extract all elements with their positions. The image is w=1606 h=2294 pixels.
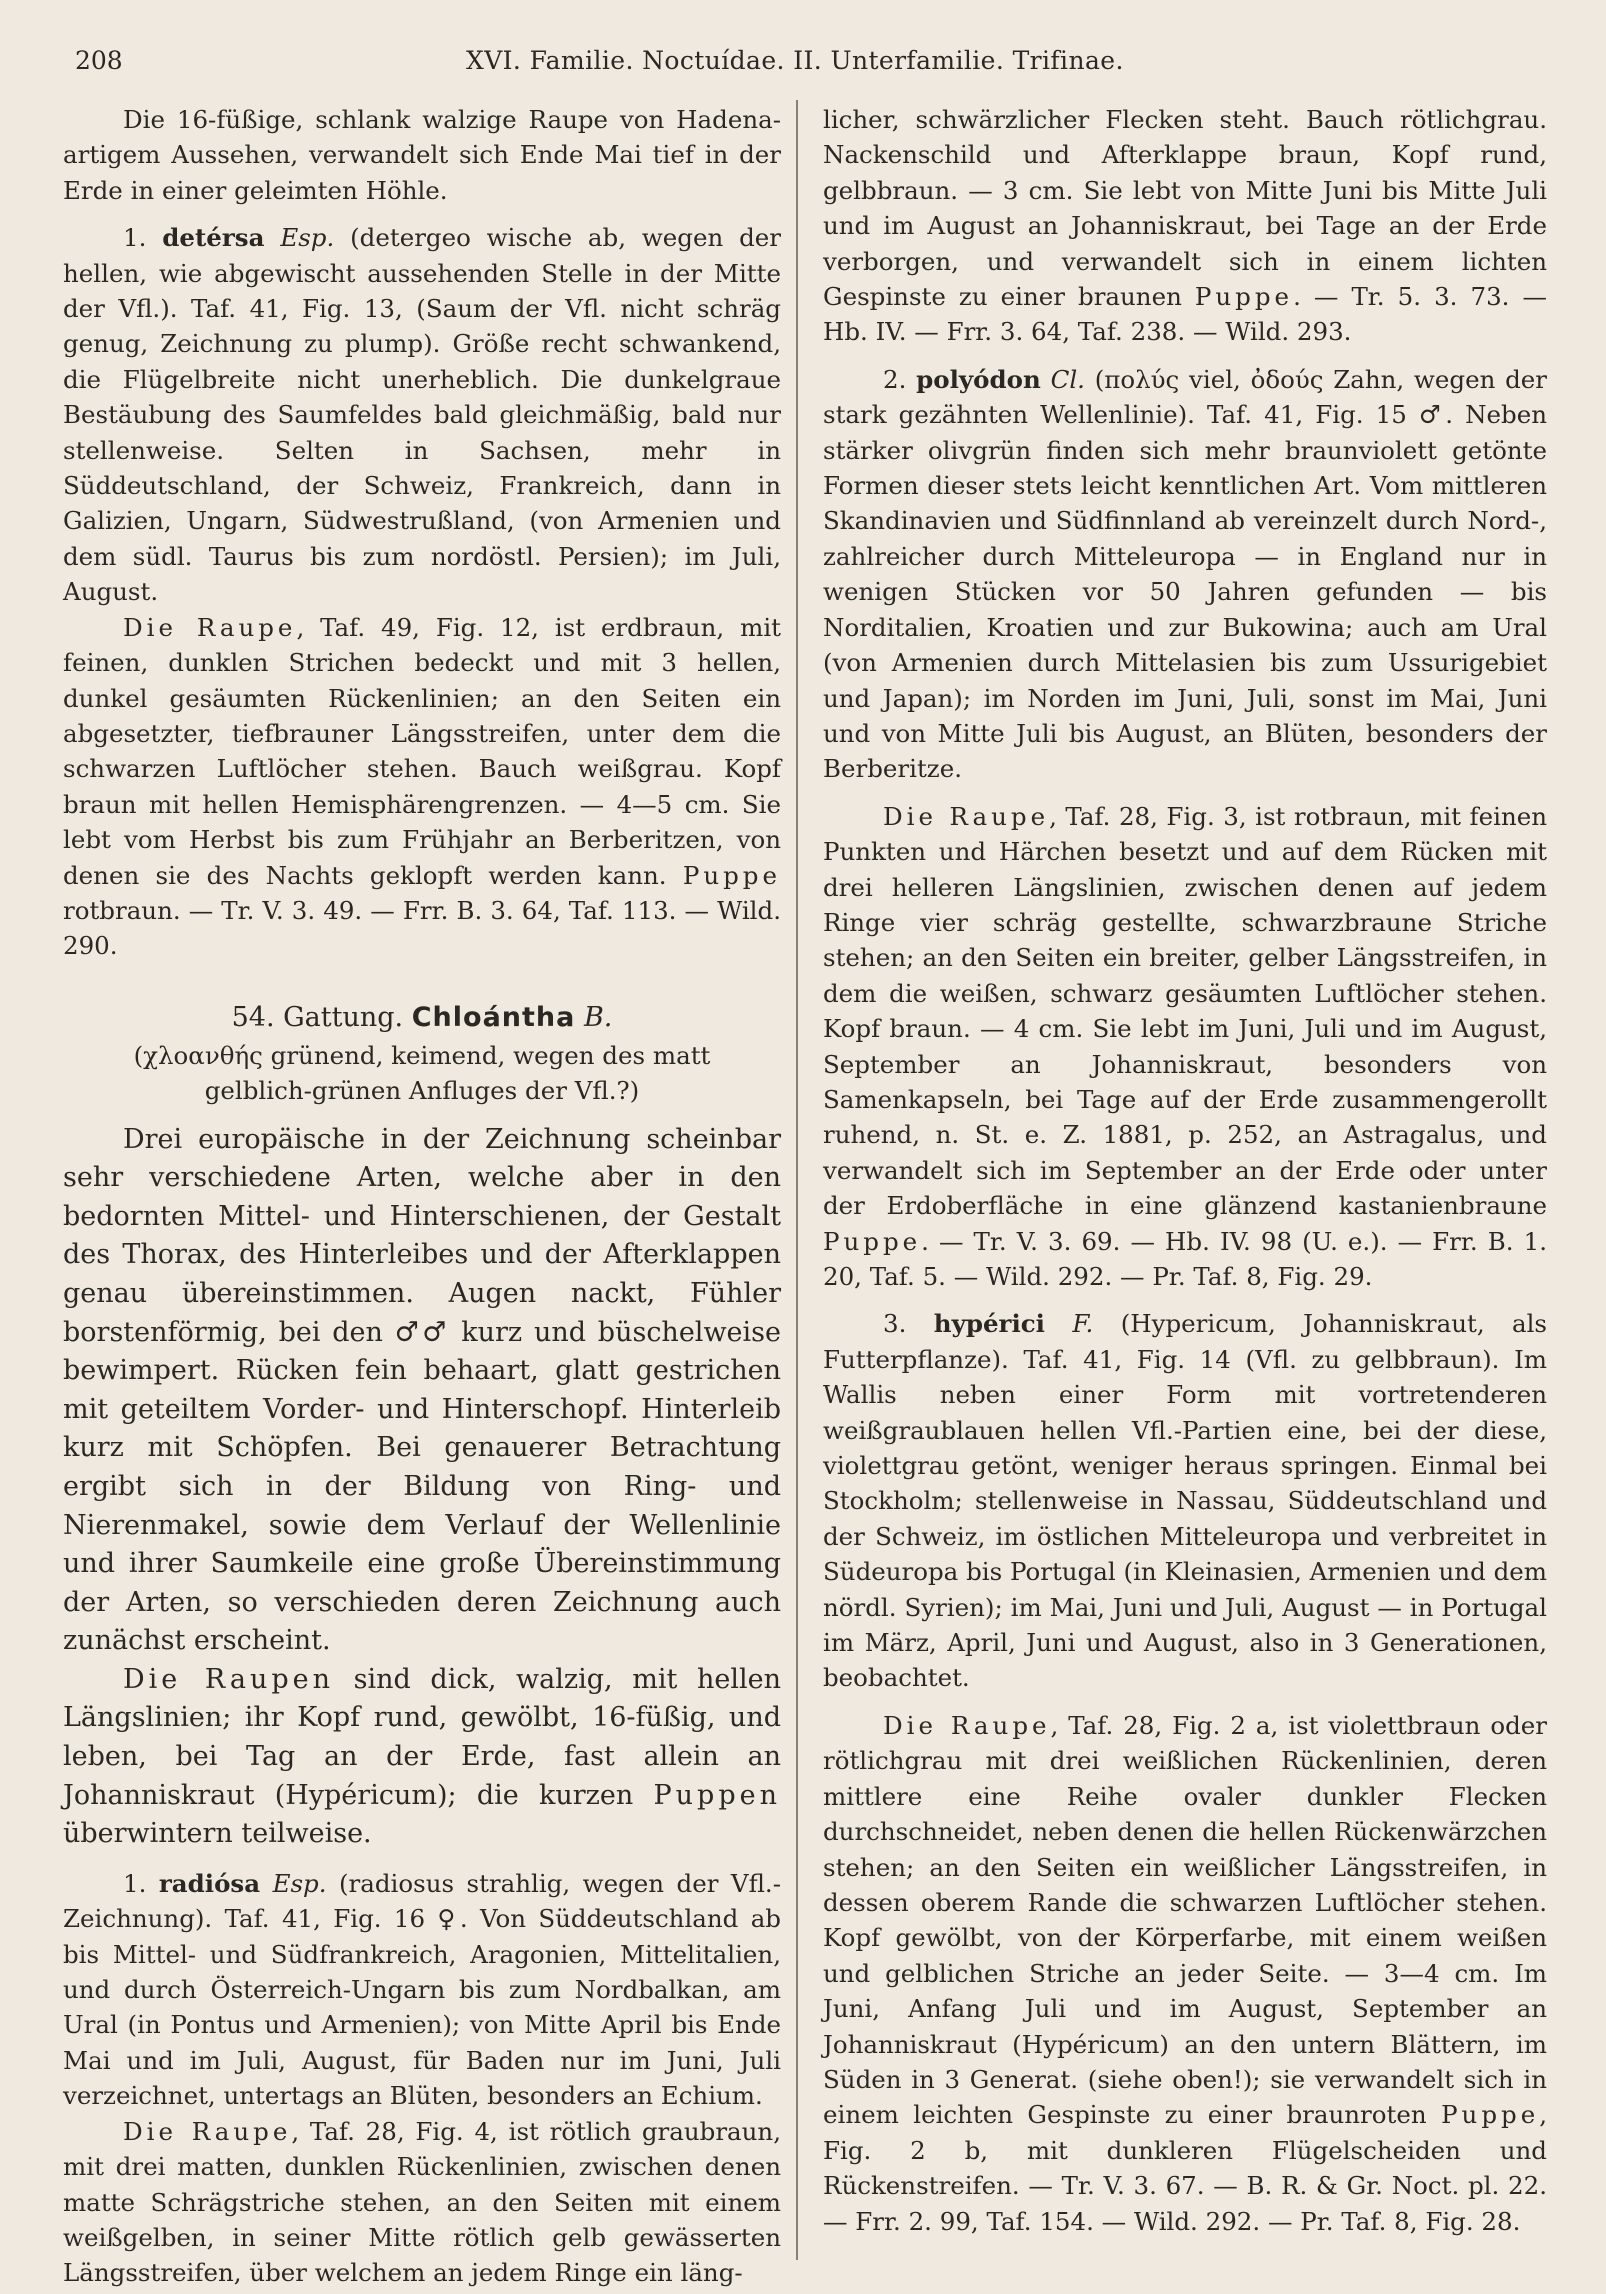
right-column	[823, 102, 1547, 2239]
raupen-label: Die Raupen	[123, 1663, 334, 1695]
continued-paragraph	[823, 102, 1547, 350]
raupe-label: Die Raupe	[123, 2116, 292, 2146]
larva-text: , Taf. 28, Fig. 4, ist rötlich graubraun, mit drei matten, dunklen Rückenlinien, zwischen denen matte Schrägstriche stehen, an den Seiten mit einem weißgelben, in seiner Mitte rötlich gelb gewässerten Längsstreifen, über welchem an jedem Ringe ein läng-	[63, 2116, 782, 2288]
species-entry-polyodon	[823, 362, 1547, 787]
pupa-refs: . — Tr. V. 3. 69. — Hb. IV. 98 (U. e.). — Frr. B. 1. 20, Taf. 5. — Wild. 292. — Pr. Taf. 8, Fig. 29.	[823, 1226, 1547, 1291]
species-number: 1.	[123, 223, 147, 253]
genus-name: Chloántha	[411, 1001, 576, 1033]
species-entry-detersa	[63, 220, 781, 609]
genus-label: 54. Gattung.	[231, 1001, 404, 1033]
genus-larvae-paragraph	[63, 1661, 781, 1854]
running-head: XVI. Familie. Noctuídae. II. Unterfamilie. Trifinae.	[466, 46, 1124, 75]
left-column	[63, 102, 781, 2291]
larva-paragraph	[823, 799, 1547, 1295]
species-number: 1.	[123, 1868, 147, 1898]
species-name: hypérici	[933, 1309, 1045, 1339]
puppe-label: Puppe	[1194, 282, 1294, 312]
pupae-text: überwintern teilweise.	[63, 1818, 372, 1850]
paragraph: Die 16-füßige, schlank walzige Raupe von Hadena-artigem Aussehen, verwandelt sich Ende Mai tief in der Erde in einer geleimten Höhle.	[63, 105, 781, 205]
genus-etymology: (χλοανθής grünend, keimend, wegen des matt gelblich-grünen Anfluges der Vfl.?)	[133, 1040, 711, 1106]
raupe-label: Die Raupe	[883, 1710, 1051, 1740]
larva-text: , Taf. 28, Fig. 2 a, ist violettbraun oder rötlichgrau mit drei weißlichen Rückenlinien, deren mittlere eine Reihe ovaler dunkler Flecken durchschneidet, neben denen die hellen Rückenwärzchen stehen; an den Seiten ein weißlicher Längsstreifen, in dessen oberem Rande die schwarzen Luftlöcher stehen. Kopf gewölbt, von der Körperfarbe, mit einem weißen und gelblichen Striche an jeder Seite. — 3—4 cm. Im Juni, Anfang Juli und im August, September an Johanniskraut (Hypéricum) an den untern Blättern, im Süden in 3 Generat. (siehe oben!); sie verwandelt sich in einem leichten Gespinste zu einer braunroten	[823, 1710, 1548, 2130]
species-name: polyódon	[916, 364, 1041, 394]
puppen-label: Puppen	[653, 1779, 781, 1811]
page-header	[75, 40, 1545, 80]
species-entry-hyperici	[823, 1306, 1547, 1695]
species-entry-radiosa	[63, 1866, 781, 2114]
raupe-label: Die Raupe	[883, 801, 1050, 831]
continued-text: licher, schwärzlicher Flecken steht. Bauch rötlichgrau. Nackenschild und Afterklappe braun, Kopf rund, gelbbraun. — 3 cm. Sie lebt von Mitte Juni bis Mitte Juli und im August an Johanniskraut, bei Tage an der Erde verborgen, und verwandelt sich in einem lichten Gespinste zu einer braunen	[823, 105, 1547, 312]
pupa-text: rotbraun. — Tr. V. 3. 49. — Frr. B. 3. 64, Taf. 113. — Wild. 290.	[63, 895, 781, 961]
genus-author: B.	[583, 1001, 613, 1033]
species-author: Cl.	[1050, 364, 1085, 394]
genus-heading	[63, 998, 781, 1038]
species-text: (πολύς viel, ὀδούς Zahn, wegen der stark gezähnten Wellenlinie). Taf. 41, Fig. 15 ♂. Neben stärker olivgrün finden sich mehr braunviolett getönte Formen dieser stets leicht kenntlichen Art. Vom mittleren Skandinavien und Südfinnland ab vereinzelt durch Nord-, zahlreicher durch Mitteleuropa — in England nur in wenigen Stücken vor 50 Jahren gefunden — bis Norditalien, Kroatien und zur Bukowina; auch am Ural (von Armenien durch Mittelasien bis zum Ussurigebiet und Japan); im Norden im Juni, Juli, sonst im Mai, Juni und von Mitte Juli bis August, an Blüten, besonders der Berberitze.	[823, 364, 1548, 784]
species-name: radiósa	[158, 1868, 261, 1898]
continued-refs: . — Tr. 5. 3. 73. — Hb. IV. — Frr. 3. 64, Taf. 238. — Wild. 293.	[823, 282, 1547, 347]
larva-paragraph	[63, 610, 781, 964]
genus-description: Drei europäische in der Zeichnung scheinbar sehr verschiedene Arten, welche aber in den bedornten Mittel- und Hinterschienen, der Gestalt des Thorax, des Hinterleibes und der Afterklappen genau übereinstimmen. Augen nackt, Fühler borstenförmig, bei den ♂♂ kurz und büschelweise bewimpert. Rücken fein behaart, glatt gestrichen mit geteiltem Vorder- und Hinterschopf. Hinterleib kurz mit Schöpfen. Bei genauerer Betrachtung ergibt sich in der Bildung von Ring- und Nierenmakel, sowie dem Verlauf der Wellenlinie und ihrer Saumkeile eine große Übereinstimmung der Arten, so verschieden deren Zeichnung auch zunächst erscheint.	[63, 1123, 781, 1657]
raupe-label: Die Raupe	[123, 612, 297, 642]
species-number: 2.	[883, 364, 907, 394]
larva-text: , Taf. 49, Fig. 12, ist erdbraun, mit feinen, dunklen Strichen bedeckt und mit 3 hellen, dunkel gesäumten Rückenlinien; an den Seiten ein abgesetzter, tiefbrauner Längsstreifen, unter dem die schwarzen Luftlöcher stehen. Bauch weißgrau. Kopf braun mit hellen Hemisphärengrenzen. — 4—5 cm. Sie lebt vom Herbst bis zum Frühjahr an Berberitzen, von denen sie des Nachts geklopft werden kann.	[63, 612, 781, 890]
species-text: (radiosus strahlig, wegen der Vfl.-Zeichnung). Taf. 41, Fig. 16 ♀. Von Süddeutschland ab bis Mittel- und Südfrankreich, Aragonien, Mittelitalien, und durch Österreich-Ungarn bis zum Nordbalkan, am Ural (in Pontus und Armenien); von Mitte April bis Ende Mai und im Juli, August, für Baden nur im Juni, Juli verzeichnet, untertags an Blüten, besonders an Echium.	[63, 1868, 781, 2111]
species-name: detérsa	[162, 223, 265, 253]
species-text: (Hypericum, Johanniskraut, als Futterpflanze). Taf. 41, Fig. 14 (Vfl. zu gelbbraun). Im Wallis neben einer Form mit vortretenderen weißgraublauen hellen Vfl.-Partien eine, bei der diese, violettgrau getönt, weniger heraus springen. Einmal bei Stockholm; stellenweise in Nassau, Süddeutschland und der Schweiz, im östlichen Mitteleuropa und verbreitet in Südeuropa bis Portugal (in Kleinasien, Armenien und dem nördl. Syrien); im Mai, Juni und Juli, August — in Portugal im März, April, Juni und August, also in 3 Generationen, beobachtet.	[823, 1309, 1547, 1693]
species-author: Esp.	[272, 1868, 327, 1898]
species-text: (detergeo wische ab, wegen der hellen, wie abgewischt aussehenden Stelle in der Mitte der Vfl.). Taf. 41, Fig. 13, (Saum der Vfl. nicht schräg genug, Zeichnung zu plump). Größe recht schwankend, die Flügelbreite nicht unerheblich. Die dunkelgraue Bestäubung des Saumfeldes bald gleichmäßig, bald nur stellenweise. Selten in Sachsen, mehr in Süddeutschland, der Schweiz, Frankreich, dann in Galizien, Ungarn, Südwestrußland, (von Armenien und dem südl. Taurus bis zum nordöstl. Persien); im Juli, August.	[63, 223, 782, 607]
larvae-text: sind dick, walzig, mit hellen Längslinien; ihr Kopf rund, gewölbt, 16-füßig, und leben, bei Tag an der Erde, fast allein an Johanniskraut (Hypéricum); die kurzen	[63, 1663, 781, 1811]
pupa-refs: , Fig. 2 b, mit dunkleren Flügelscheiden und Rückenstreifen. — Tr. V. 3. 67. — B. R. & Gr. Noct. pl. 22. — Frr. 2. 99, Taf. 154. — Wild. 292. — Pr. Taf. 8, Fig. 28.	[823, 2100, 1547, 2236]
species-number: 3.	[883, 1309, 907, 1339]
larva-paragraph	[823, 1708, 1547, 2239]
puppe-label: Puppe	[823, 1226, 922, 1256]
larva-paragraph	[63, 2114, 781, 2291]
puppe-label: Puppe	[1441, 2100, 1540, 2130]
species-author: Esp.	[280, 223, 335, 253]
page-number: 208	[75, 46, 123, 75]
larva-text: , Taf. 28, Fig. 3, ist rotbraun, mit feinen Punkten und Härchen besetzt und auf dem Rücken mit drei helleren Längslinien, zwischen denen auf jedem Ringe vier schräg gestellte, schwarzbraune Striche stehen; an den Seiten ein breiter, gelber Längsstreifen, in dem die weißen, schwarz gesäumten Luftlöcher stehen. Kopf braun. — 4 cm. Sie lebt im Juni, Juli und im August, September an Johanniskraut, besonders von Samenkapseln, bei Tage auf der Erde zusammengerollt ruhend, n. St. e. Z. 1881, p. 252, an Astragalus, und verwandelt sich im September an der Erde oder unter der Erdoberfläche in eine glänzend kastanienbraune	[823, 801, 1547, 1221]
species-author: F.	[1072, 1309, 1094, 1339]
puppe-label: Puppe	[682, 860, 781, 890]
